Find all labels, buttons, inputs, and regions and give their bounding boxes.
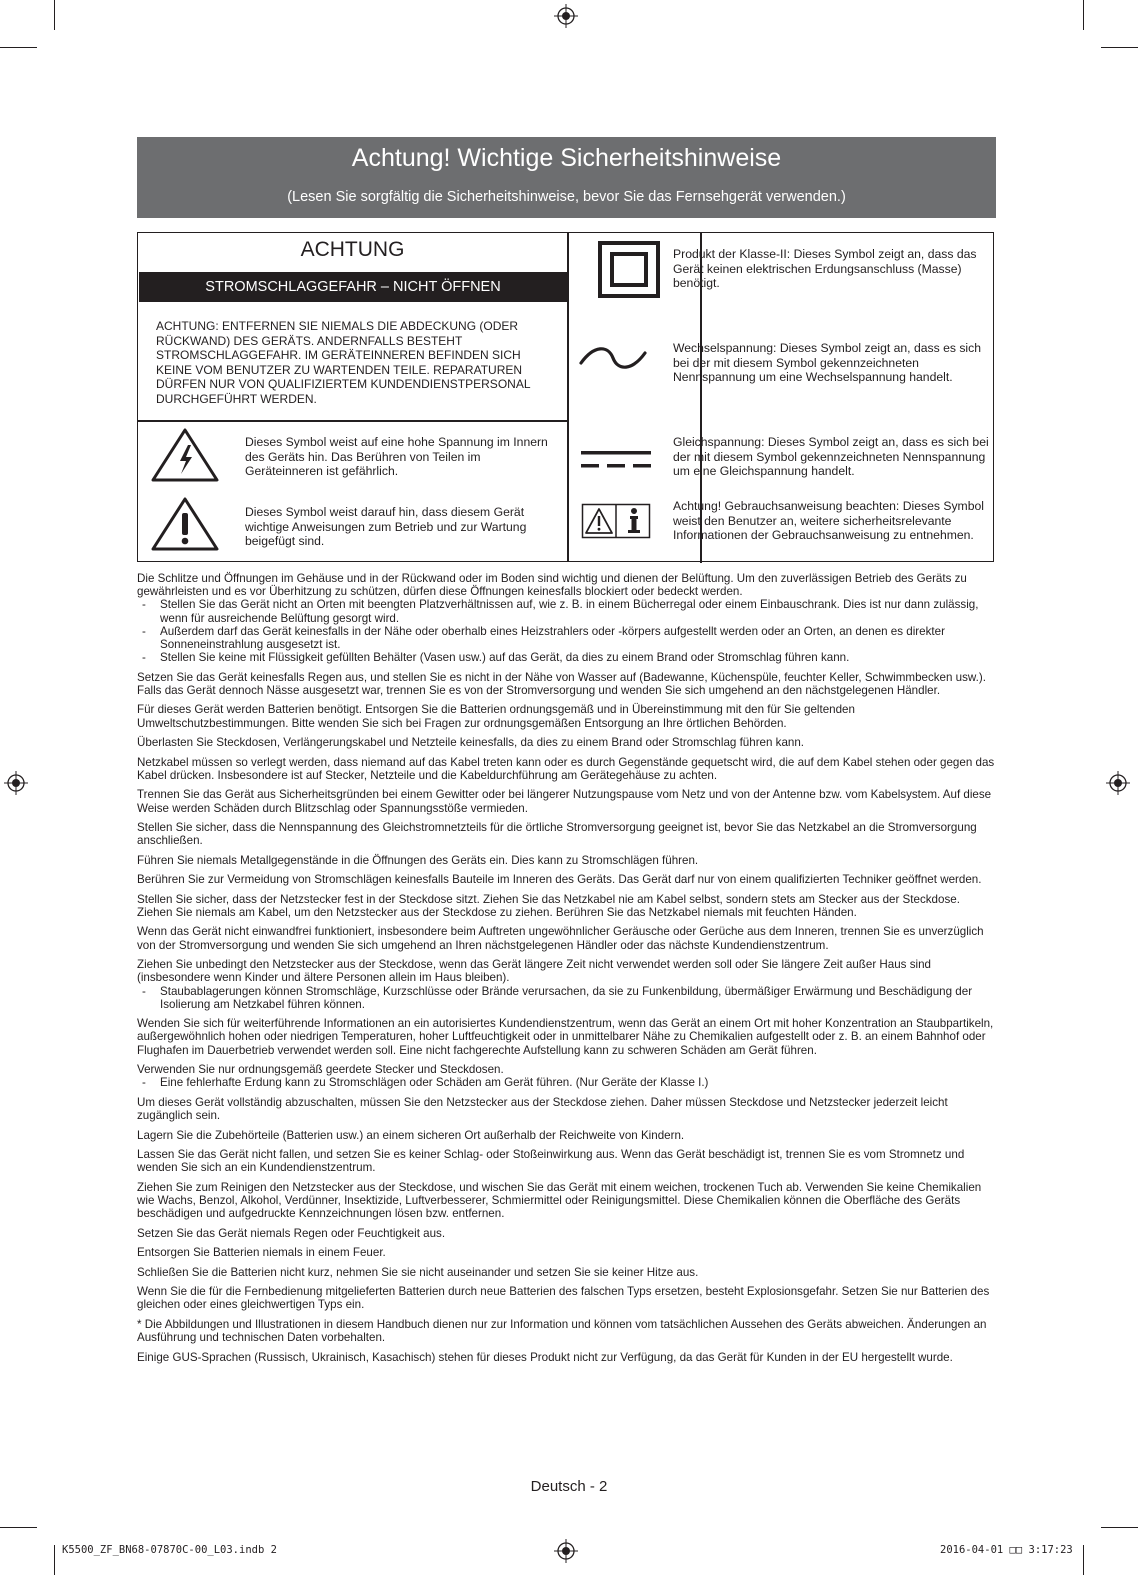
bullet-item: - Staubablagerungen können Stromschläge, Kurzschlüsse oder Brände verursachen, da sie zu Funkenbildung, übermäßiger Erwärmung und Beschädigung der Isolierung am Netzkabel führen können. bbox=[137, 985, 997, 1011]
page-title: Achtung! Wichtige Sicherheitshinweise bbox=[351, 144, 782, 172]
crop-mark bbox=[1083, 1545, 1084, 1575]
paragraph: Stellen Sie sicher, dass der Netzstecker fest in der Steckdose sitzt. Ziehen Sie das Netzkabel nie am Kabel selbst, sondern stets am Stecker aus der Steckdose. Ziehen Sie niemals am Kabel, um den Netzstecker aus der Steckdose zu ziehen. Berühren Sie das Netzkabel niemals mit feuchten Händen. bbox=[137, 892, 960, 919]
paragraph: Setzen Sie das Gerät niemals Regen oder Feuchtigkeit aus. bbox=[137, 1226, 446, 1240]
paragraph: Die Schlitze und Öffnungen im Gehäuse und in der Rückwand oder im Boden sind wichtig und dienen der Belüftung. Um den zuverlässigen Betrieb des Geräts zu gewährleisten und es vor Überhitzung zu schützen, dürfen diese Öffnungen keinesfalls blockiert oder bedeckt werden. bbox=[137, 572, 967, 599]
print-footer-file: K5500_ZF_BN68-07870C-00_L03.indb 2 bbox=[62, 1544, 277, 1556]
caution-bar: STROMSCHLAGGEFAHR – NICHT ÖFFNEN bbox=[139, 272, 567, 302]
caution-title: ACHTUNG bbox=[300, 238, 405, 261]
paragraph: Um dieses Gerät vollständig abzuschalten, müssen Sie den Netzstecker aus der Steckdose ziehen. Daher müssen Steckdose und Netzstecker jederzeit leicht zugänglich sein. bbox=[137, 1095, 948, 1123]
paragraph: Schließen Sie die Batterien nicht kurz, nehmen Sie sie nicht auseinander und setzen Sie sie keiner Hitze aus. bbox=[137, 1265, 699, 1279]
bullet-item: - Außerdem darf das Gerät keinesfalls in der Nähe oder oberhalb eines Heizstrahlers oder -körpers aufgestellt werden oder an Orten, an denen es direkter Sonneneinstrahlung ausgesetzt ist. bbox=[137, 625, 997, 651]
crop-mark bbox=[54, 1545, 55, 1575]
registration-mark-icon bbox=[554, 1539, 578, 1563]
crop-mark bbox=[1101, 47, 1138, 48]
crop-mark bbox=[54, 0, 55, 30]
exclamation-symbol-text: Dieses Symbol weist darauf hin, dass diesem Gerät wichtige Anweisungen zum Betrieb und zur Wartung beigefügt sind. bbox=[245, 505, 527, 549]
table-divider bbox=[567, 233, 569, 561]
table-divider bbox=[138, 420, 567, 422]
paragraph: Ziehen Sie unbedingt den Netzstecker aus der Steckdose, wenn das Gerät längere Zeit nicht verwendet werden soll oder Sie längere Zeit außer Haus sind (insbesondere wenn Kinder und ältere Personen allein im Haus bleiben). bbox=[137, 958, 931, 985]
paragraph: Für dieses Gerät werden Batterien benötigt. Entsorgen Sie die Batterien ordnungsgemäß und in Übereinstimmung mit den für Sie geltenden Umweltschutzbestimmungen. Bitte wenden Sie sich bei Fragen zur ordnungsgemäßen Entsorgung an Ihre örtlichen Behörden. bbox=[137, 703, 855, 730]
exclamation-warning-icon bbox=[151, 497, 219, 551]
paragraph: Wenn Sie die für die Fernbedienung mitgelieferten Batterien durch neue Batterien des falschen Typs ersetzen, besteht Explosionsgefahr. Setzen Sie nur Batterien des gleichen oder eines gleichwertigen Typs ein. bbox=[137, 1285, 990, 1312]
paragraph: * Die Abbildungen und Illustrationen in diesem Handbuch dienen nur zur Information und können vom tatsächlichen Aussehen des Geräts abweichen. Änderungen an Ausführung und technischen Daten vorbehalten. bbox=[137, 1317, 987, 1345]
crop-mark bbox=[0, 1527, 37, 1528]
registration-mark-icon bbox=[4, 771, 28, 795]
safety-instructions bbox=[137, 572, 997, 1370]
bullet-item: - Stellen Sie keine mit Flüssigkeit gefüllten Behälter (Vasen usw.) auf das Gerät, da dies zu einem Brand oder Stromschlag führen kann. bbox=[137, 651, 997, 664]
lightning-warning-icon bbox=[151, 428, 219, 482]
crop-mark bbox=[1083, 0, 1084, 30]
registration-mark-icon bbox=[554, 4, 578, 28]
paragraph: Wenn das Gerät nicht einwandfrei funktioniert, insbesondere beim Auftreten ungewöhnlicher Geräusche oder Gerüche aus dem Inneren, trennen Sie es unverzüglich von der Stromversorgung und wenden Sie sich umgehend an Ihren nächstgelegenen Händler oder das nächste Kundendienstzentrum. bbox=[137, 925, 984, 952]
ac-voltage-text: Wechselspannung: Dieses Symbol zeigt an, dass es sich bei der mit diesem Symbol gekennzeichneten Nennspannung um eine Wechselspannung handelt. bbox=[673, 341, 982, 385]
paragraph: Lassen Sie das Gerät nicht fallen, und setzen Sie es keiner Schlag- oder Stoßeinwirkung aus. Wenn das Gerät beschädigt ist, trennen Sie es vom Stromnetz und wenden Sie sich an ein Kundendienstzentrum. bbox=[137, 1148, 965, 1175]
paragraph: Setzen Sie das Gerät keinesfalls Regen aus, und stellen Sie es nicht in der Nähe von Wasser auf (Badewanne, Küchenspüle, feuchter Keller, Schwimmbecken usw.). Falls das Gerät dennoch Nässe ausgesetzt war, trennen Sie es von der Stromversorgung und wenden Sie sich umgehend an den nächstgelegenen Händler. bbox=[137, 670, 986, 697]
dc-voltage-icon bbox=[581, 448, 651, 472]
bullet-item: - Eine fehlerhafte Erdung kann zu Stromschlägen oder Schäden am Gerät führen. (Nur Geräte der Klasse I.) bbox=[137, 1076, 997, 1089]
bullet-item: - Stellen Sie das Gerät nicht an Orten mit beengten Platzverhältnissen auf, wie z. B. in einem Bücherregal oder einem Einbauschrank. Dies ist nur dann zulässig, wenn für ausreichende Belüftung gesorgt wird. bbox=[137, 598, 997, 624]
dc-voltage-text: Gleichspannung: Dieses Symbol zeigt an, dass es sich bei der mit diesem Symbol gekennzeichneten Nennspannung um eine Gleichspannung handelt. bbox=[673, 435, 989, 479]
manual-info-text: Achtung! Gebrauchsanweisung beachten: Dieses Symbol weist den Benutzer an, weitere sicherheitsrelevante Informationen der Gebrauchsanweisung zu entnehmen. bbox=[673, 499, 984, 543]
manual-info-icon bbox=[581, 503, 651, 539]
lightning-symbol-text: Dieses Symbol weist auf eine hohe Spannung im Innern des Geräts hin. Das Berühren von Teilen im Geräteinneren ist gefährlich. bbox=[245, 435, 548, 479]
paragraph: Ziehen Sie zum Reinigen den Netzstecker aus der Steckdose, und wischen Sie das Gerät mit einem weichen, trockenen Tuch ab. Verwenden Sie keine Chemikalien wie Wachs, Benzol, Alkohol, Verdünner, Insektizide, Luftverbesserer, Schmiermittel oder Reinigungsmittel. Diese Chemikalien können die Oberfläche des Geräts beschädigen und aufgedruckte Kennzeichnungen lösen bzw. entfernen. bbox=[137, 1180, 982, 1221]
paragraph: Überlasten Sie Steckdosen, Verlängerungskabel und Netzteile keinesfalls, da dies zu einem Brand oder Stromschlag führen kann. bbox=[137, 736, 805, 750]
class-ii-text: Produkt der Klasse-II: Dieses Symbol zeigt an, dass das Gerät keinen elektrischen Erdungsanschluss (Masse) benötigt. bbox=[673, 247, 977, 291]
paragraph: Lagern Sie die Zubehörteile (Batterien usw.) an einem sicheren Ort außerhalb der Reichweite von Kindern. bbox=[137, 1128, 685, 1142]
crop-mark bbox=[1101, 1527, 1138, 1528]
paragraph: Stellen Sie sicher, dass die Nennspannung des Gleichstromnetzteils für die örtliche Stromversorgung geeignet ist, bevor Sie das Netzkabel an die Stromversorgung anschließen. bbox=[137, 821, 977, 848]
safety-symbol-table bbox=[137, 232, 994, 562]
page-subtitle: (Lesen Sie sorgfältig die Sicherheitshinweise, bevor Sie das Fernsehgerät verwenden.) bbox=[287, 189, 846, 205]
paragraph: Entsorgen Sie Batterien niemals in einem Feuer. bbox=[137, 1246, 386, 1260]
paragraph: Wenden Sie sich für weiterführende Informationen an ein autorisiertes Kundendienstzentrum, wenn das Gerät an einem Ort mit hoher Konzentration an Staubpartikeln, außergewöhnlich hohen oder niedrigen Temperaturen, hoher Luftfeuchtigkeit oder in unmittelbarer Nähe zu Chemikalien aufgestellt oder z. B. an einem Bahnhof oder Flughafen im Dauerbetrieb verwendet werden soll. Eine nicht fachgerechte Aufstellung kann zu schweren Schäden am Gerät führen. bbox=[137, 1017, 994, 1057]
registration-mark-icon bbox=[1106, 771, 1130, 795]
crop-mark bbox=[0, 47, 37, 48]
paragraph: Führen Sie niemals Metallgegenstände in die Öffnungen des Geräts ein. Dies kann zu Stromschlägen führen. bbox=[137, 853, 699, 867]
paragraph: Einige GUS-Sprachen (Russisch, Ukrainisch, Kasachisch) stehen für dieses Produkt nicht zur Verfügung, da das Gerät für Kunden in der EU hergestellt wurde. bbox=[137, 1350, 953, 1364]
caution-text: ACHTUNG: ENTFERNEN SIE NIEMALS DIE ABDECKUNG (ODER RÜCKWAND) DES GERÄTS. ANDERNFALLS BESTEHT STROMSCHLAGGEFAHR. IM GERÄTEINNEREN BEFINDEN SICH KEINE VOM BENUTZER ZU WARTENDEN TEILE. REPARATUREN DÜRFEN NUR VON QUALIFIZIERTEM KUNDENDIENSTPERSONAL DURCHGEFÜHRT WERDEN. bbox=[156, 319, 531, 406]
paragraph: Verwenden Sie nur ordnungsgemäß geerdete Stecker und Steckdosen. bbox=[137, 1063, 504, 1077]
paragraph: Netzkabel müssen so verlegt werden, dass niemand auf das Kabel treten kann oder es durch Gegenstände gequetscht wird, die auf dem Kabel stehen oder gegen das Kabel drücken. Insbesondere ist auf Stecker, Netzteile und die Kabeldurchführung am Gerätegehäuse zu achten. bbox=[137, 755, 995, 782]
print-footer-date: 2016-04-01 □□ 3:17:23 bbox=[940, 1544, 1073, 1556]
ac-voltage-icon bbox=[578, 343, 648, 373]
header-banner bbox=[137, 137, 996, 218]
page-number: Deutsch - 2 bbox=[530, 1478, 608, 1495]
paragraph: Trennen Sie das Gerät aus Sicherheitsgründen bei einem Gewitter oder bei längerer Nutzungspause vom Netz und von der Antenne bzw. vom Kabelsystem. Auf diese Weise werden Schäden durch Blitzschlag oder Spannungsstöße vermieden. bbox=[137, 788, 992, 815]
paragraph: Berühren Sie zur Vermeidung von Stromschlägen keinesfalls Bauteile im Inneren des Geräts. Das Gerät darf nur von einem qualifizierten Techniker geöffnet werden. bbox=[137, 873, 982, 887]
class-ii-icon bbox=[598, 241, 660, 298]
